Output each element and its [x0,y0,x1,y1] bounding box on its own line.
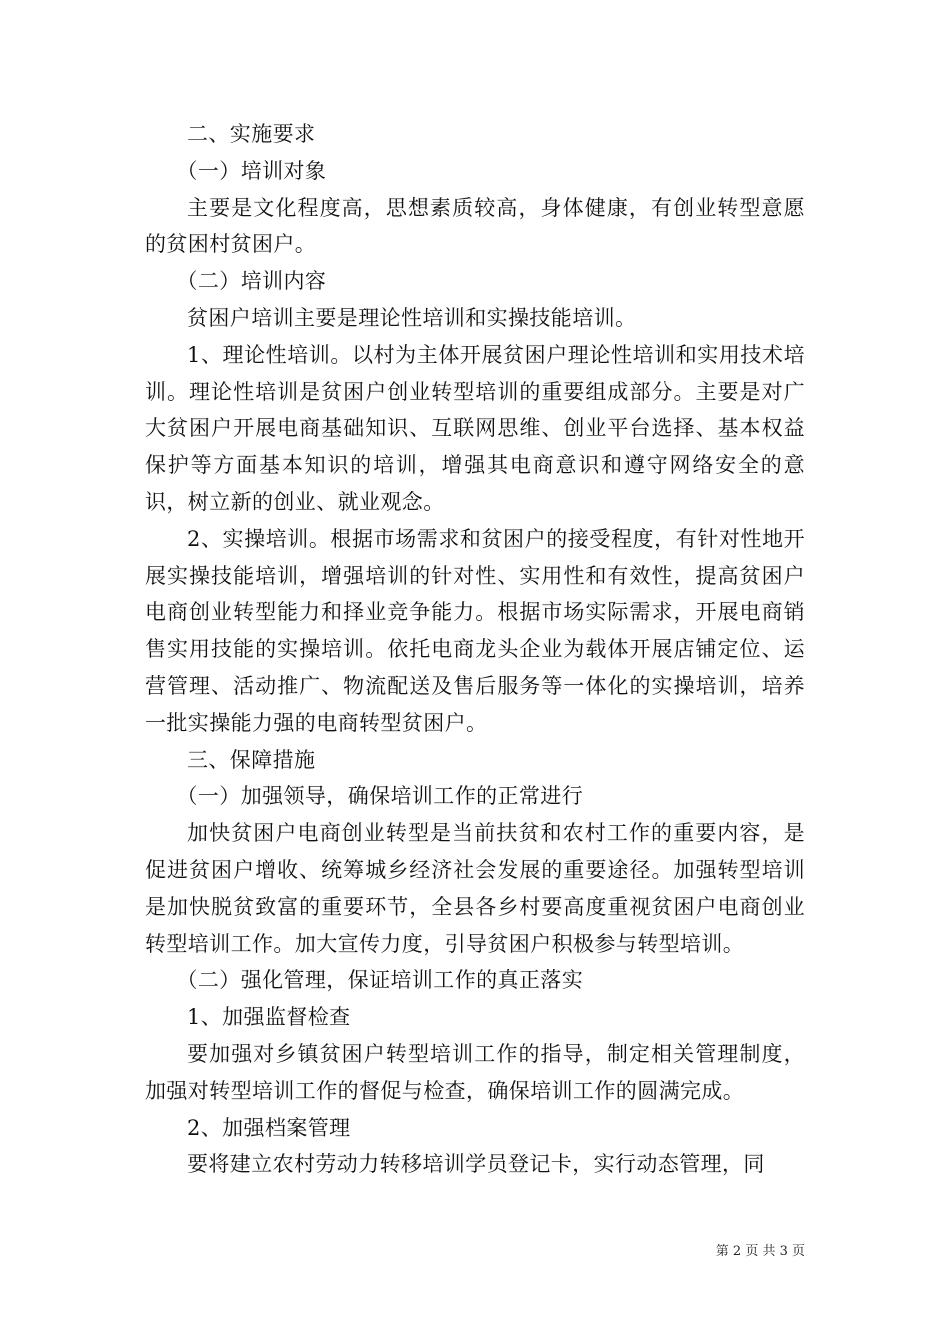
document-body [145,116,805,1183]
subsection-heading: （二）强化管理，保证培训工作的真正落实 [176,968,584,993]
paragraph: 1、理论性培训。以村为主体开展贫困户理论性培训和实用技术培训。理论性培训是贫困户创业转型培训的重要组成部分。主要是对广大贫困户开展电商基础知识、互联网思维、创业平台选择、基本权益保护等方面基本知识的培训，增强其电商意识和遵守网络安全的意识，树立新的创业、就业观念。 [145,342,805,514]
paragraph: 主要是文化程度高，思想素质较高，身体健康，有创业转型意愿的贫困村贫困户。 [145,195,805,257]
section-heading: 二、实施要求 [187,122,316,146]
paragraph: 2、实操培训。根据市场需求和贫困户的接受程度，有针对性地开展实操技能培训，增强培训的针对性、实用性和有效性，提高贫困户电商创业转型能力和择业竞争能力。根据市场实际需求，开展电商销售实用技能的实操培训。依托电商龙头企业为载体开展店铺定位、运营管理、活动推广、物流配送及售后服务等一体化的实操培训，培养一批实操能力强的电商转型贫困户。 [145,526,805,735]
paragraph: 要加强对乡镇贫困户转型培训工作的指导，制定相关管理制度，加强对转型培训工作的督促与检查，确保培训工作的圆满完成。 [145,1041,805,1103]
item-heading: 1、加强监督检查 [187,1005,351,1030]
subsection-heading: （一）培训对象 [176,158,327,183]
page-number: 第 2 页 共 3 页 [715,1244,805,1259]
paragraph: 要将建立农村劳动力转移培训学员登记卡，实行动态管理，同 [187,1152,765,1177]
paragraph: 贫困户培训主要是理论性培训和实操技能培训。 [187,305,637,330]
section-heading: 三、保障措施 [187,747,316,772]
item-heading: 2、加强档案管理 [187,1115,351,1140]
subsection-heading: （一）加强领导，确保培训工作的正常进行 [176,784,584,809]
paragraph: 加快贫困户电商创业转型是当前扶贫和农村工作的重要内容，是促进贫困户增收、统筹城乡经济社会发展的重要途径。加强转型培训是加快脱贫致富的重要环节，全县各乡村要高度重视贫困户电商创业转型培训工作。加大宣传力度，引导贫困户积极参与转型培训。 [145,821,805,956]
subsection-heading: （二）培训内容 [176,269,327,294]
